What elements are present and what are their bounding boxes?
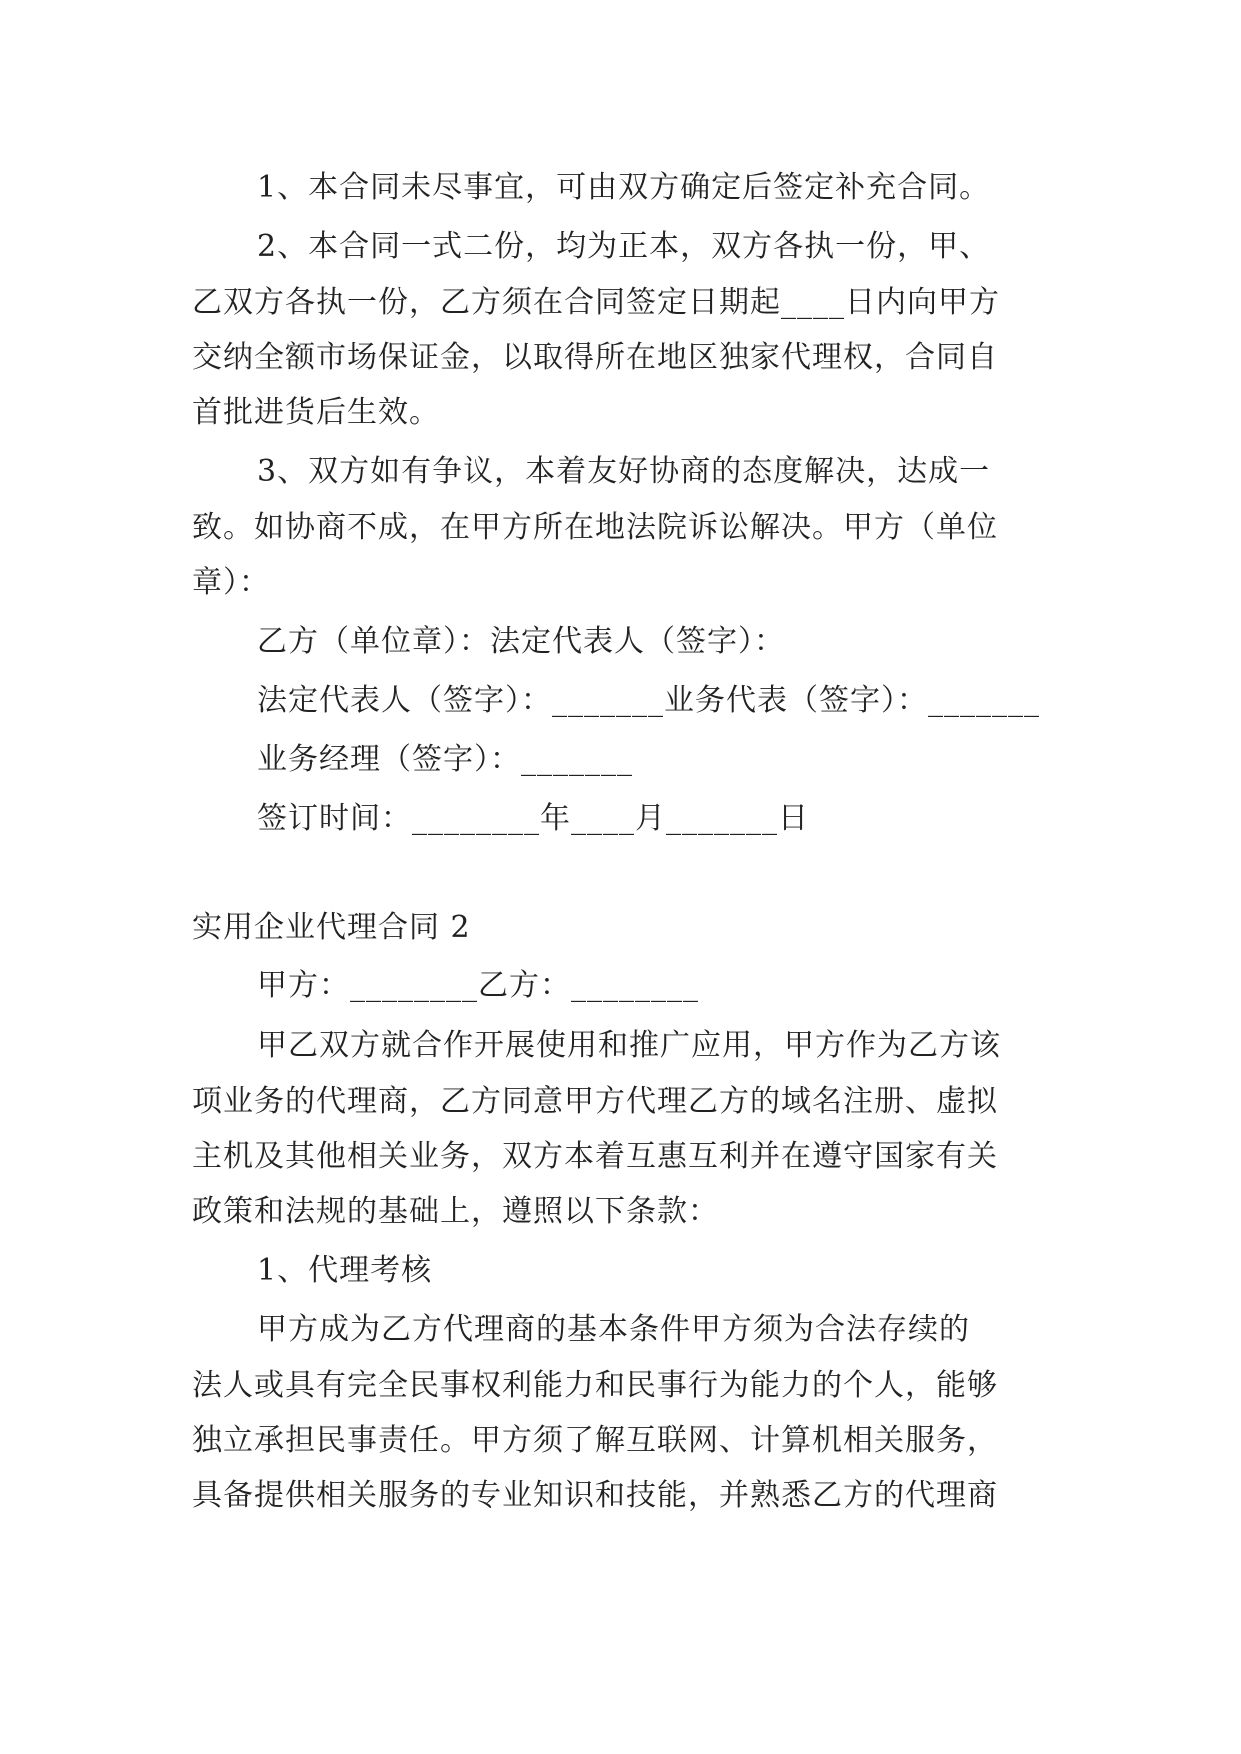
intro-paragraph-line-2: 项业务的代理商，乙方同意甲方代理乙方的域名注册、虚拟 bbox=[192, 1084, 998, 1119]
paragraph-clause-2-line-1: 2、本合同一式二份，均为正本，双方各执一份，甲、 bbox=[257, 229, 991, 264]
assessment-paragraph-line-2: 法人或具有完全民事权利能力和民事行为能力的个人，能够 bbox=[192, 1368, 998, 1403]
parties-line: 甲方：________乙方：________ bbox=[257, 968, 699, 1003]
intro-paragraph-line-4: 政策和法规的基础上，遵照以下条款： bbox=[192, 1194, 719, 1229]
paragraph-clause-3-line-1: 3、双方如有争议，本着友好协商的态度解决，达成一 bbox=[257, 454, 991, 489]
assessment-paragraph-line-3: 独立承担民事责任。甲方须了解互联网、计算机相关服务， bbox=[192, 1423, 998, 1458]
document-title: 实用企业代理合同 2 bbox=[192, 910, 471, 945]
paragraph-clause-2-line-3: 交纳全额市场保证金，以取得所在地区独家代理权，合同自 bbox=[192, 340, 998, 375]
intro-paragraph-line-3: 主机及其他相关业务，双方本着互惠互利并在遵守国家有关 bbox=[192, 1139, 998, 1174]
section-heading-agent-assessment: 1、代理考核 bbox=[257, 1253, 433, 1288]
paragraph-clause-1: 1、本合同未尽事宜，可由双方确定后签定补充合同。 bbox=[257, 170, 991, 205]
signing-date-line: 签订时间：________年____月_______日 bbox=[257, 801, 809, 836]
intro-paragraph-line-1: 甲乙双方就合作开展使用和推广应用，甲方作为乙方该 bbox=[257, 1028, 1001, 1063]
signature-line-legal-rep: 法定代表人（签字）：_______业务代表（签字）：_______ bbox=[257, 683, 1040, 718]
paragraph-clause-3-line-3: 章）： bbox=[192, 565, 270, 600]
paragraph-clause-2-line-2: 乙双方各执一份，乙方须在合同签定日期起____日内向甲方 bbox=[192, 285, 1000, 320]
paragraph-clause-2-line-4: 首批进货后生效。 bbox=[192, 395, 440, 430]
assessment-paragraph-line-4: 具备提供相关服务的专业知识和技能，并熟悉乙方的代理商 bbox=[192, 1478, 998, 1513]
signature-line-party-b: 乙方（单位章）：法定代表人（签字）： bbox=[257, 624, 785, 659]
paragraph-clause-3-line-2: 致。如协商不成，在甲方所在地法院诉讼解决。甲方（单位 bbox=[192, 510, 998, 545]
signature-line-manager: 业务经理（签字）：_______ bbox=[257, 742, 633, 777]
assessment-paragraph-line-1: 甲方成为乙方代理商的基本条件甲方须为合法存续的 bbox=[257, 1312, 970, 1347]
